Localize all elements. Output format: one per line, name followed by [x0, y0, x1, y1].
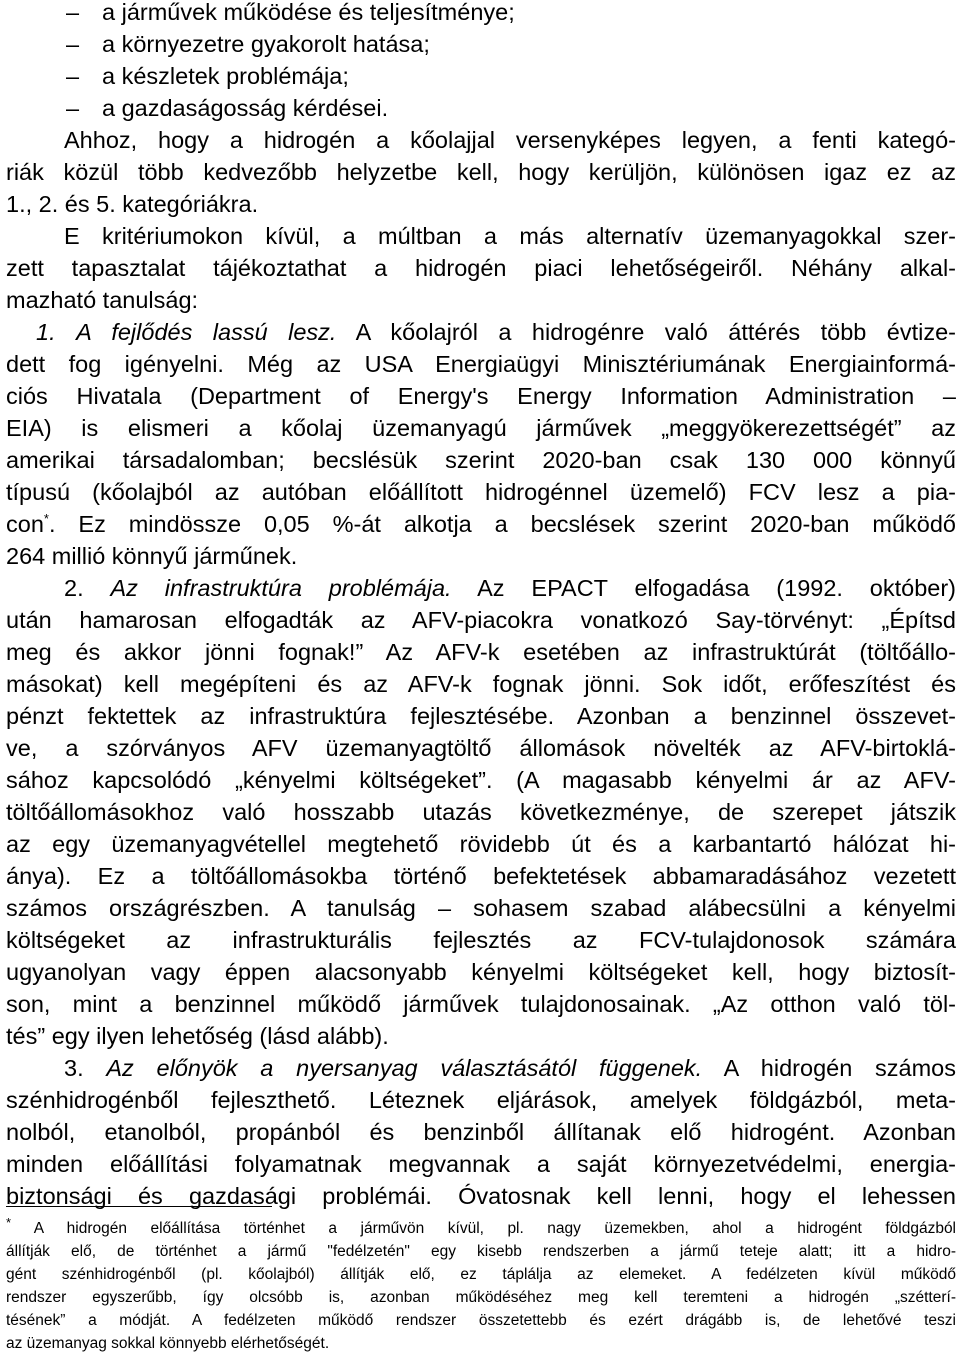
- bullet-item: [6, 28, 956, 60]
- item-text: Az EPACT elfogadása (1992. október): [451, 575, 956, 601]
- text-line: mazható tanulság:: [6, 287, 199, 313]
- numbered-item-line: [6, 1052, 956, 1084]
- text-line: ve, a szórványos AFV üzemanyagtöltő állomások növelték az AFV-birtoklá-: [6, 735, 956, 761]
- text-line: zett tapasztalat tájékoztathat a hidrogén piaci lehetőségeiről. Néhány alkal-: [6, 255, 956, 281]
- item-text: A hidrogén számos: [702, 1055, 956, 1081]
- text-fragment: . Ez mindössze 0,05 %-át alkotja a becslések szerint 2020-ban működő: [48, 511, 956, 537]
- text-line: szénhidrogénből fejleszthető. Léteznek eljárások, amelyek földgázból, meta-: [6, 1087, 956, 1113]
- text-line: [6, 508, 956, 540]
- text-line: meg és akkor jönni fognak!” Az AFV-k esetében az infrastruktúrát (töltőállo-: [6, 639, 956, 665]
- footnote-line: [6, 1218, 956, 1240]
- text-line: EIA) is elismeri a kőolaj üzemanyagú járművek „meggyökerezettségét” az: [6, 415, 956, 441]
- footnote-line: rendszer egyszerűbb, így olcsóbb is, azonban működéséhez meg kell teremteni a hidrogén „szétterí-: [6, 1289, 956, 1306]
- text-line: E kritériumokon kívül, a múltban a más alternatív üzemanyagokkal szer-: [64, 223, 956, 249]
- text-line: ugyanolyan vagy éppen alacsonyabb kényelmi költségeket kell, hogy biztosít-: [6, 959, 956, 985]
- footnote-mark: *: [6, 1218, 12, 1230]
- text-line: után hamarosan elfogadták az AFV-piacokra vonatkozó Say-törvényt: „Építsd: [6, 607, 956, 633]
- text-line: 264 millió könnyű járműnek.: [6, 543, 298, 569]
- item-title: Az előnyök a nyersanyag választásától függenek.: [106, 1055, 703, 1081]
- text-line: másokat) kell megépíteni és az AFV-k fognak jönni. Sok időt, erőfeszítést és: [6, 671, 956, 697]
- bullet-dash: –: [66, 95, 80, 121]
- text-line: típusú (kőolajból az autóban előállított hidrogénnel üzemelő) FCV lesz a pia-: [6, 479, 956, 505]
- text-line: sához kapcsolódó „kényelmi költségeket”. (A magasabb kényelmi ár az AFV-: [6, 767, 956, 793]
- bullet-item: [6, 60, 956, 92]
- item-text: A kőolajról a hidrogénre való áttérés több évtize-: [336, 319, 956, 345]
- footnote-line: gént szénhidrogénből (pl. kőolajból) állítják elő, ez táplálja az elemeket. A fedélzeten kívül működő: [6, 1266, 956, 1283]
- text-fragment: con: [6, 511, 44, 537]
- footnote-marker[interactable]: *: [43, 511, 49, 527]
- footnote-line: állítják elő, de történhet a jármű "fedélzetén" egy kisebb rendszerben a jármű teteje alatt; itt a hidro-: [6, 1243, 956, 1260]
- text-line: dett fog igényelni. Még az USA Energiaügyi Minisztériumának Energiainformá-: [6, 351, 956, 377]
- text-line: pénzt fektettek az infrastruktúra fejlesztésébe. Azonban a benzinnel összevet-: [6, 703, 956, 729]
- footnote-line: az üzemanyag sokkal könnyebb elérhetőségét.: [6, 1335, 330, 1352]
- item-number: 3.: [64, 1055, 84, 1081]
- item-title: A fejlődés lassú lesz.: [76, 319, 337, 345]
- bullet-dash: –: [66, 63, 80, 89]
- bullet-text: a készletek problémája;: [102, 63, 349, 89]
- text-line: költségeket az infrastrukturális fejlesztés az FCV-tulajdonosok számára: [6, 927, 956, 953]
- numbered-item-line: [6, 572, 956, 604]
- text-line: 1., 2. és 5. kategóriákra.: [6, 191, 259, 217]
- text-line: töltőállomásokhoz való hosszabb utazás következménye, de szerepet játszik: [6, 799, 956, 825]
- text-line: amerikai társadalomban; becslésük szerint 2020-ban csak 130 000 könnyű: [6, 447, 956, 473]
- item-title: Az infrastruktúra problémája.: [110, 575, 452, 601]
- bullet-dash: –: [66, 31, 80, 57]
- text-line: nolból, etanolból, propánból és benzinből állítanak elő hidrogént. Azonban: [6, 1119, 956, 1145]
- footnote-separator: [6, 1206, 272, 1207]
- bullet-text: a járművek működése és teljesítménye;: [102, 0, 515, 25]
- numbered-item-line: [6, 316, 956, 348]
- text-line: az egy üzemanyagvétellel megtehető rövidebb út és a karbantartó hálózat hi-: [6, 831, 956, 857]
- text-line: Ahhoz, hogy a hidrogén a kőolajjal versenyképes legyen, a fenti kategó-: [64, 127, 956, 153]
- item-number: 2.: [64, 575, 84, 601]
- text-line: ciós Hivatala (Department of Energy's Energy Information Administration –: [6, 383, 956, 409]
- text-line: son, mint a benzinnel működő járművek tulajdonosainak. „Az otthon való töl-: [6, 991, 956, 1017]
- footnote-line: tésének” a módját. A fedélzeten működő rendszer összetettebb és ezért drágább is, de lehetővé teszi: [6, 1312, 956, 1329]
- text-line: minden előállítási folyamatnak megvannak a saját környezetvédelmi, energia-: [6, 1151, 956, 1177]
- bullet-item: [6, 0, 956, 28]
- bullet-dash: –: [66, 0, 80, 25]
- footnote-text: A hidrogén előállítása történhet a járművön kívül, pl. nagy üzemekben, ahol a hidrogént földgázból: [33, 1220, 956, 1237]
- text-line: riák közül több kedvezőbb helyzetbe kell, hogy kerüljön, különösen igaz ez az: [6, 159, 956, 185]
- text-line: biztonsági és gazdasági problémái. Óvatosnak kell lenni, hogy el lehessen: [6, 1183, 956, 1209]
- text-line: ánya). Ez a töltőállomásokba történő befektetések abbamaradásához vezetett: [6, 863, 956, 889]
- item-number: 1.: [36, 319, 56, 345]
- text-line: számos országrészben. A tanulság – sohasem szabad alábecsülni a kényelmi: [6, 895, 956, 921]
- text-line: tés” egy ilyen lehetőség (lásd alább).: [6, 1023, 389, 1049]
- bullet-item: [6, 92, 956, 124]
- bullet-text: a környezetre gyakorolt hatása;: [102, 31, 430, 57]
- bullet-text: a gazdaságosság kérdései.: [102, 95, 389, 121]
